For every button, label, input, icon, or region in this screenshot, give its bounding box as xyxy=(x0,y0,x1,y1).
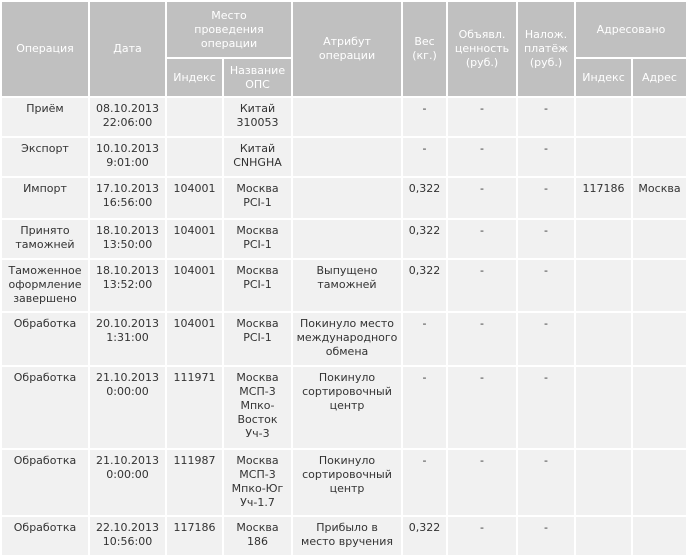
col-header-index: Индекс xyxy=(166,58,223,97)
cell-declared-value: - xyxy=(447,177,517,219)
cell-ops-name: Москва 186 xyxy=(223,516,292,556)
cell-date: 18.10.2013 13:52:00 xyxy=(89,259,166,312)
cell-cod: - xyxy=(517,137,575,177)
cell-operation: Таможенное оформление завершено xyxy=(1,259,89,312)
cell-declared-value: - xyxy=(447,259,517,312)
cell-addr-index xyxy=(575,449,632,516)
cell-cod: - xyxy=(517,97,575,137)
col-header-cod: Налож. платёж (руб.) xyxy=(517,1,575,97)
cell-declared-value: - xyxy=(447,449,517,516)
cell-addr-address xyxy=(632,219,686,259)
col-header-operation: Операция xyxy=(1,1,89,97)
cell-addr-index xyxy=(575,97,632,137)
cell-addr-address xyxy=(632,312,686,366)
cell-attribute xyxy=(292,219,402,259)
cell-addr-index xyxy=(575,219,632,259)
cell-date: 21.10.2013 0:00:00 xyxy=(89,366,166,449)
cell-ops-name: Москва МСП-3 Мпко- Восток Уч-3 xyxy=(223,366,292,449)
cell-operation: Экспорт xyxy=(1,137,89,177)
cell-addr-index xyxy=(575,516,632,556)
cell-weight: 0,322 xyxy=(402,516,447,556)
cell-index xyxy=(166,137,223,177)
col-header-place: Место проведения операции xyxy=(166,1,292,58)
col-header-addressed: Адресовано xyxy=(575,1,686,58)
cell-addr-address xyxy=(632,516,686,556)
cell-attribute xyxy=(292,137,402,177)
col-header-date: Дата xyxy=(89,1,166,97)
cell-index xyxy=(166,97,223,137)
cell-index: 104001 xyxy=(166,259,223,312)
cell-operation: Обработка xyxy=(1,516,89,556)
cell-weight: - xyxy=(402,366,447,449)
cell-ops-name: Москва PCI-1 xyxy=(223,177,292,219)
cell-declared-value: - xyxy=(447,219,517,259)
cell-weight: 0,322 xyxy=(402,259,447,312)
cell-date: 20.10.2013 1:31:00 xyxy=(89,312,166,366)
cell-addr-index xyxy=(575,259,632,312)
cell-date: 17.10.2013 16:56:00 xyxy=(89,177,166,219)
cell-index: 104001 xyxy=(166,219,223,259)
col-header-ops-name: Название ОПС xyxy=(223,58,292,97)
cell-operation: Принято таможней xyxy=(1,219,89,259)
cell-date: 21.10.2013 0:00:00 xyxy=(89,449,166,516)
cell-cod: - xyxy=(517,516,575,556)
cell-attribute: Прибыло в место вручения xyxy=(292,516,402,556)
col-header-attribute: Атрибут операции xyxy=(292,1,402,97)
cell-weight: - xyxy=(402,449,447,516)
cell-addr-index: 117186 xyxy=(575,177,632,219)
cell-declared-value: - xyxy=(447,312,517,366)
table-row xyxy=(1,259,686,312)
cell-addr-address: Москва xyxy=(632,177,686,219)
table-row xyxy=(1,366,686,449)
table-row xyxy=(1,312,686,366)
cell-cod: - xyxy=(517,177,575,219)
cell-addr-address xyxy=(632,366,686,449)
cell-index: 117186 xyxy=(166,516,223,556)
table-row xyxy=(1,97,686,137)
cell-declared-value: - xyxy=(447,97,517,137)
cell-declared-value: - xyxy=(447,516,517,556)
col-header-weight: Вес (кг.) xyxy=(402,1,447,97)
cell-weight: - xyxy=(402,137,447,177)
cell-addr-index xyxy=(575,137,632,177)
col-header-addr-index: Индекс xyxy=(575,58,632,97)
col-header-addr-address: Адрес xyxy=(632,58,686,97)
cell-cod: - xyxy=(517,312,575,366)
col-header-declared-value: Объявл. ценность (руб.) xyxy=(447,1,517,97)
cell-declared-value: - xyxy=(447,137,517,177)
table-row xyxy=(1,449,686,516)
cell-addr-address xyxy=(632,449,686,516)
cell-date: 22.10.2013 10:56:00 xyxy=(89,516,166,556)
cell-attribute: Выпущено таможней xyxy=(292,259,402,312)
table-header xyxy=(1,1,686,97)
cell-addr-address xyxy=(632,97,686,137)
cell-date: 18.10.2013 13:50:00 xyxy=(89,219,166,259)
table-row xyxy=(1,516,686,556)
cell-cod: - xyxy=(517,259,575,312)
cell-operation: Приём xyxy=(1,97,89,137)
cell-addr-index xyxy=(575,312,632,366)
cell-declared-value: - xyxy=(447,366,517,449)
cell-ops-name: Китай CNHGHA xyxy=(223,137,292,177)
cell-addr-address xyxy=(632,259,686,312)
cell-operation: Импорт xyxy=(1,177,89,219)
cell-ops-name: Москва МСП-3 Мпко-Юг Уч-1.7 xyxy=(223,449,292,516)
cell-cod: - xyxy=(517,219,575,259)
cell-attribute: Покинуло сортировочный центр xyxy=(292,366,402,449)
cell-cod: - xyxy=(517,449,575,516)
cell-ops-name: Москва PCI-1 xyxy=(223,312,292,366)
cell-index: 111971 xyxy=(166,366,223,449)
cell-date: 08.10.2013 22:06:00 xyxy=(89,97,166,137)
cell-date: 10.10.2013 9:01:00 xyxy=(89,137,166,177)
cell-addr-address xyxy=(632,137,686,177)
table-body xyxy=(1,97,686,556)
cell-ops-name: Москва PCI-1 xyxy=(223,259,292,312)
table-row xyxy=(1,219,686,259)
cell-attribute xyxy=(292,97,402,137)
cell-attribute xyxy=(292,177,402,219)
cell-index: 104001 xyxy=(166,177,223,219)
cell-ops-name: Москва PCI-1 xyxy=(223,219,292,259)
cell-operation: Обработка xyxy=(1,449,89,516)
table-row xyxy=(1,137,686,177)
cell-addr-index xyxy=(575,366,632,449)
cell-weight: 0,322 xyxy=(402,177,447,219)
cell-attribute: Покинуло сортировочный центр xyxy=(292,449,402,516)
cell-index: 104001 xyxy=(166,312,223,366)
cell-weight: 0,322 xyxy=(402,219,447,259)
cell-operation: Обработка xyxy=(1,366,89,449)
cell-attribute: Покинуло место международного обмена xyxy=(292,312,402,366)
cell-index: 111987 xyxy=(166,449,223,516)
cell-ops-name: Китай 310053 xyxy=(223,97,292,137)
table-row xyxy=(1,177,686,219)
cell-operation: Обработка xyxy=(1,312,89,366)
cell-weight: - xyxy=(402,312,447,366)
cell-weight: - xyxy=(402,97,447,137)
cell-cod: - xyxy=(517,366,575,449)
